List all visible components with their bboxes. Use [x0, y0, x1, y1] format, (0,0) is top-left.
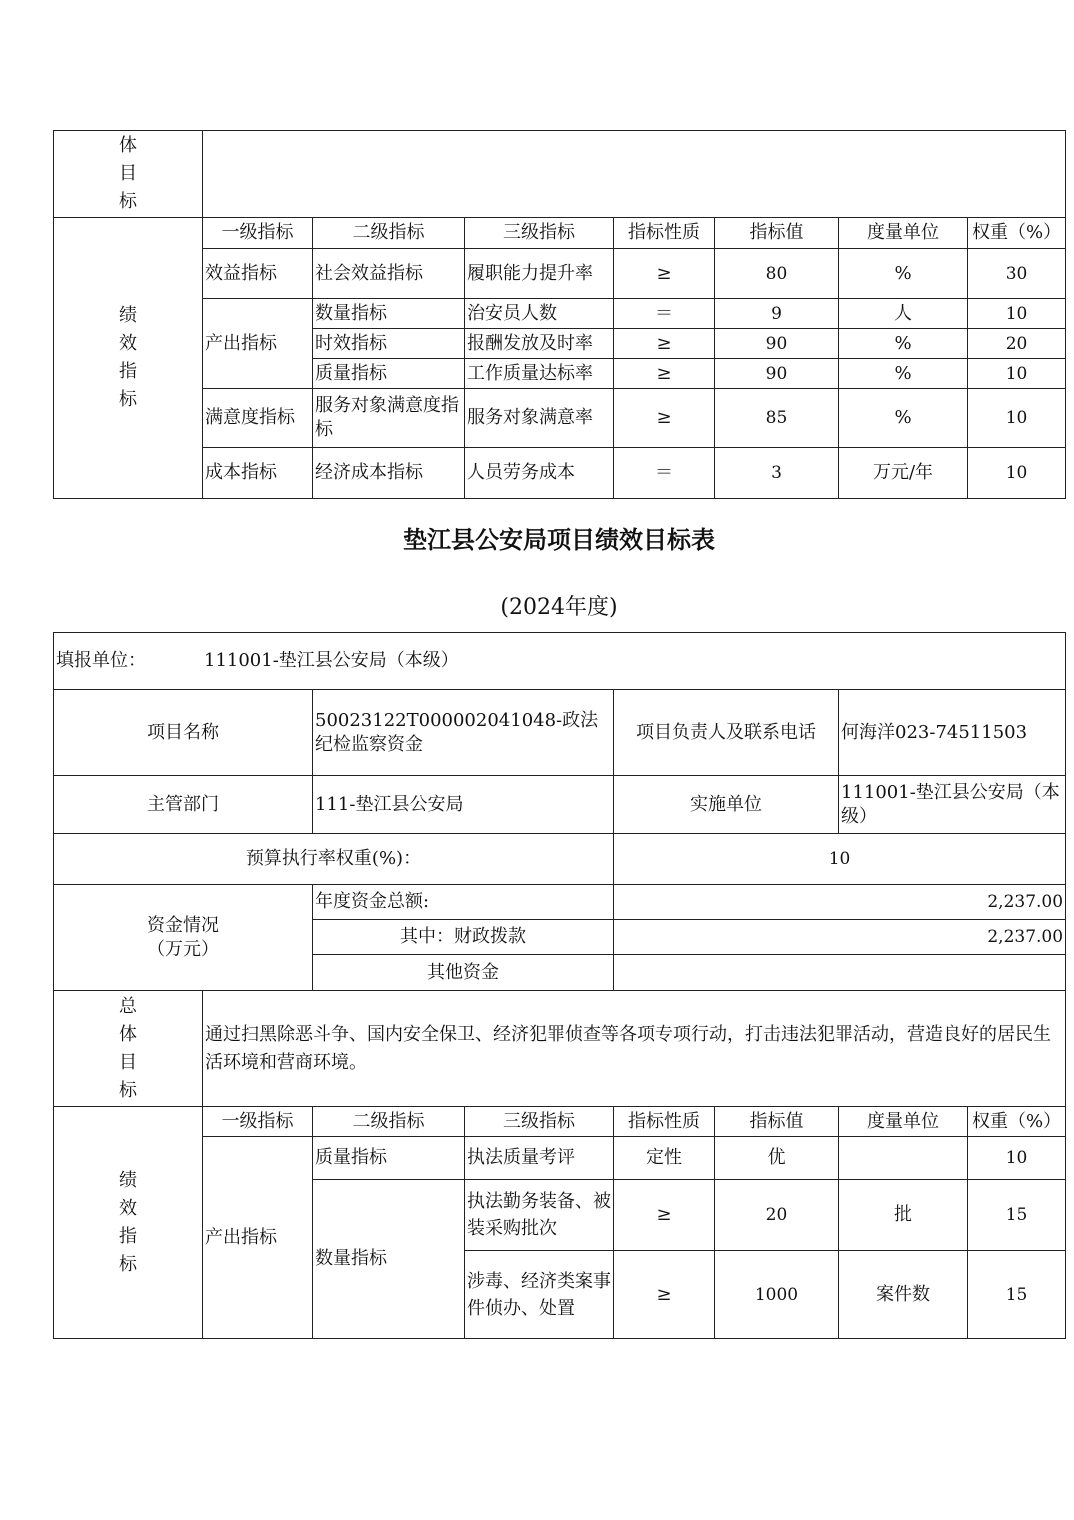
fund-label: 资金情况 （万元） [54, 885, 313, 991]
cell-nature: ＝ [614, 299, 715, 329]
fund-fiscal-label: 其中：财政拨款 [313, 920, 614, 955]
fund-other-label: 其他资金 [313, 955, 614, 991]
perf-label: 绩 效 指 标 [54, 1107, 203, 1339]
header-value: 指标值 [715, 218, 839, 249]
contact-label: 项目负责人及联系电话 [614, 690, 839, 776]
cell-value: 优 [715, 1137, 839, 1180]
project-name-label: 项目名称 [54, 690, 313, 776]
contact-value: 何海洋023-74511503 [839, 690, 1066, 776]
impl-value: 111001-垫江县公安局（本级） [839, 776, 1066, 834]
group-output: 产出指标 [203, 1137, 313, 1339]
cell-unit: 人 [839, 299, 968, 329]
cell-l2: 社会效益指标 [313, 249, 465, 299]
cell-unit: 万元/年 [839, 448, 968, 499]
header-weight: 权重（%） [968, 218, 1066, 249]
goal-text [203, 131, 1066, 218]
fund-other-value [614, 955, 1066, 991]
header-l1: 一级指标 [203, 1107, 313, 1137]
cell-nature: 定性 [614, 1137, 715, 1180]
cell-weight: 10 [968, 389, 1066, 448]
fund-total-label: 年度资金总额: [313, 885, 614, 920]
cell-weight: 10 [968, 299, 1066, 329]
cell-unit: % [839, 329, 968, 359]
cell-l2-quality: 质量指标 [313, 1137, 465, 1180]
cell-unit: 案件数 [839, 1251, 968, 1339]
cell-nature: ＝ [614, 448, 715, 499]
header-l3: 三级指标 [465, 218, 614, 249]
cell-value: 3 [715, 448, 839, 499]
table-row [54, 1137, 1066, 1180]
cell-nature: ≥ [614, 1180, 715, 1251]
budget-weight-value: 10 [614, 834, 1066, 885]
cell-value: 85 [715, 389, 839, 448]
cell-nature: ≥ [614, 1251, 715, 1339]
cell-value: 80 [715, 249, 839, 299]
goal-label: 体 目 标 [54, 131, 203, 218]
dept-label: 主管部门 [54, 776, 313, 834]
header-unit: 度量单位 [839, 1107, 968, 1137]
cell-nature: ≥ [614, 249, 715, 299]
cell-weight: 10 [968, 1137, 1066, 1180]
header-l2: 二级指标 [313, 218, 465, 249]
impl-label: 实施单位 [614, 776, 839, 834]
cell-weight: 30 [968, 249, 1066, 299]
group-output: 产出指标 [203, 299, 313, 389]
header-unit: 度量单位 [839, 218, 968, 249]
perf-label: 绩 效 指 标 [54, 218, 203, 499]
cell-nature: ≥ [614, 359, 715, 389]
cell-value: 90 [715, 329, 839, 359]
cell-value: 90 [715, 359, 839, 389]
cell-l3: 服务对象满意率 [465, 389, 614, 448]
overall-goal-label: 总 体 目 标 [54, 991, 203, 1107]
cell-l3: 涉毒、经济类案事件侦办、处置 [465, 1251, 614, 1339]
year-subtitle: (2024年度) [500, 595, 618, 620]
group-satisfaction: 满意度指标 [203, 389, 313, 448]
header-weight: 权重（%） [968, 1107, 1066, 1137]
reporting-unit [54, 633, 1066, 690]
cell-l3: 人员劳务成本 [465, 448, 614, 499]
cell-unit [839, 1137, 968, 1180]
header-l1: 一级指标 [203, 218, 313, 249]
cell-l3: 报酬发放及时率 [465, 329, 614, 359]
header-nature: 指标性质 [614, 218, 715, 249]
cell-weight: 15 [968, 1251, 1066, 1339]
group-cost: 成本指标 [203, 448, 313, 499]
cell-l2: 数量指标 [313, 299, 465, 329]
project-performance-table [53, 632, 1066, 1339]
cell-unit: % [839, 359, 968, 389]
cell-unit: % [839, 389, 968, 448]
cell-unit: % [839, 249, 968, 299]
cell-l2: 时效指标 [313, 329, 465, 359]
table-row [54, 389, 1066, 448]
fund-fiscal-value: 2,237.00 [614, 920, 1066, 955]
cell-value: 20 [715, 1180, 839, 1251]
cell-nature: ≥ [614, 329, 715, 359]
project-name-value: 50023122T000002041048-政法纪检监察资金 [313, 690, 614, 776]
cell-l2-quantity: 数量指标 [313, 1180, 465, 1339]
cell-l3: 执法质量考评 [465, 1137, 614, 1180]
table-row [54, 299, 1066, 329]
group-benefit: 效益指标 [203, 249, 313, 299]
cell-weight: 10 [968, 448, 1066, 499]
table-row [54, 249, 1066, 299]
header-nature: 指标性质 [614, 1107, 715, 1137]
cell-l2: 服务对象满意度指标 [313, 389, 465, 448]
cell-weight: 15 [968, 1180, 1066, 1251]
overall-goal-text: 通过扫黑除恶斗争、国内安全保卫、经济犯罪侦查等各项专项行动，打击违法犯罪活动，营造良好的居民生活环境和营商环境。 [203, 991, 1066, 1107]
cell-nature: ≥ [614, 389, 715, 448]
page-title: 垫江县公安局项目绩效目标表 [403, 525, 715, 554]
cell-l2: 经济成本指标 [313, 448, 465, 499]
dept-value: 111-垫江县公安局 [313, 776, 614, 834]
cell-l3: 治安员人数 [465, 299, 614, 329]
cell-l2: 质量指标 [313, 359, 465, 389]
cell-value: 1000 [715, 1251, 839, 1339]
cell-unit: 批 [839, 1180, 968, 1251]
cell-l3: 工作质量达标率 [465, 359, 614, 389]
performance-table-continued [53, 130, 1066, 499]
fund-total-value: 2,237.00 [614, 885, 1066, 920]
cell-value: 9 [715, 299, 839, 329]
header-value: 指标值 [715, 1107, 839, 1137]
budget-weight-label: 预算执行率权重(%)： [54, 834, 614, 885]
table-row [54, 448, 1066, 499]
cell-weight: 20 [968, 329, 1066, 359]
header-l2: 二级指标 [313, 1107, 465, 1137]
cell-weight: 10 [968, 359, 1066, 389]
reporting-unit-value: 111001-垫江县公安局（本级） [204, 650, 459, 671]
reporting-unit-label: 填报单位： [56, 650, 146, 671]
cell-l3: 履职能力提升率 [465, 249, 614, 299]
header-l3: 三级指标 [465, 1107, 614, 1137]
cell-l3: 执法勤务装备、被装采购批次 [465, 1180, 614, 1251]
